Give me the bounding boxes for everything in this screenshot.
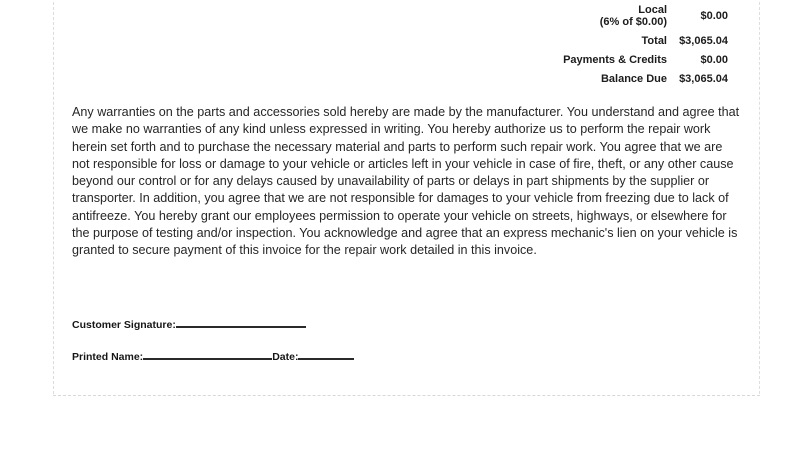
printed-name-label: Printed Name: <box>72 351 144 363</box>
totals-row-balance-due <box>563 66 728 85</box>
printed-name-line <box>143 348 272 360</box>
terms-line: we make no warranties of any kind unless expressed in writing. You hereby authorize us to perform the repair work <box>72 122 711 137</box>
terms-line: beyond our control or for any delays caused by unavailability of parts or delays in part shipments by the supplier or <box>72 174 710 189</box>
customer-signature-label: Customer Signature: <box>72 319 176 331</box>
warranty-terms-paragraph <box>72 104 762 260</box>
printed-name-date-row <box>72 348 354 363</box>
payments-credits-value: $0.00 <box>700 54 728 66</box>
terms-line: Any warranties on the parts and accessories sold hereby are made by the manufacturer. You understand and agree that <box>72 105 740 119</box>
date-label: Date: <box>272 351 299 363</box>
local-tax-rate-sublabel: (6% of $0.00) <box>599 15 667 28</box>
local-tax-label: Local <box>638 3 667 16</box>
local-tax-value: $0.00 <box>700 9 728 22</box>
terms-line: herein set forth and to purchase the necessary material and parts to perform such repair work. You agree that we are <box>72 139 723 154</box>
invoice-totals <box>563 3 728 85</box>
page-edge-perforation-left <box>53 2 54 394</box>
balance-due-value: $3,065.04 <box>679 73 728 85</box>
terms-line: antifreeze. You hereby grant our employees permission to operate your vehicle on streets, highways, or elsewhere for <box>72 208 727 223</box>
local-tax-label-stack <box>600 4 667 28</box>
total-value: $3,065.04 <box>679 35 728 47</box>
totals-row-total <box>563 28 728 47</box>
customer-signature-line <box>176 316 306 328</box>
terms-line: granted to secure payment of this invoice for the repair work detailed in this invoice. <box>72 243 537 258</box>
totals-row-local-tax <box>563 3 728 28</box>
payments-credits-label: Payments & Credits <box>563 54 667 66</box>
total-label: Total <box>641 35 667 47</box>
customer-signature-row <box>72 316 306 331</box>
terms-line: not responsible for loss or damage to your vehicle or articles left in your vehicle in case of fire, theft, or any other cause <box>72 156 734 171</box>
date-line <box>298 348 354 360</box>
totals-row-payments-credits <box>563 47 728 66</box>
balance-due-label: Balance Due <box>600 73 667 85</box>
page-edge-perforation-bottom <box>53 395 760 396</box>
terms-line: the purpose of testing and/or inspection. You acknowledge and agree that an express mechanic's lien on your vehicle is <box>72 226 738 241</box>
terms-line: transporter. In addition, you agree that we are not responsible for damages to your vehicle from freezing due to lack of <box>72 191 729 206</box>
